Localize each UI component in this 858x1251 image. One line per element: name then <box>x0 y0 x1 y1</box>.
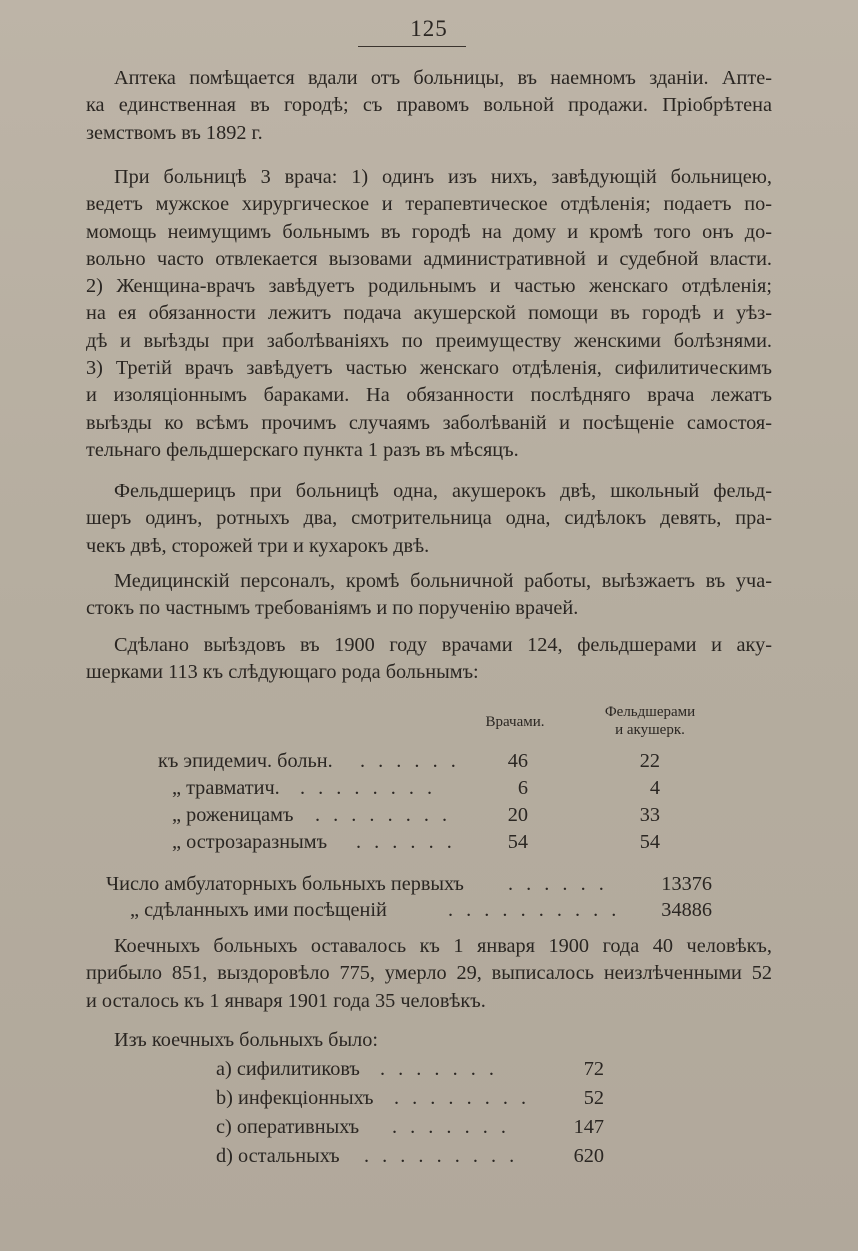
text-line: земствомъ въ 1892 г. <box>86 121 263 144</box>
text-line: Фельдшерицъ при больницѣ одна, акушерокъ двѣ, школьный фельд- <box>114 480 772 502</box>
doctors-value: 54 <box>507 831 528 853</box>
text-line: Аптека помѣщается вдали отъ больницы, въ наемномъ зданіи. Апте- <box>114 67 772 89</box>
leader-dots: . . . . . . . . <box>315 804 452 826</box>
text-line: и изоляціоннымъ бараками. На обязанности послѣдняго врача лежатъ <box>86 384 772 407</box>
item-value: 147 <box>573 1116 604 1138</box>
text-line: ка единственная въ городѣ; съ правомъ вольной продажи. Пріобрѣтена <box>86 94 772 117</box>
column-header-line: Фельдшерами <box>604 704 696 720</box>
feldshers-value: 54 <box>639 831 660 853</box>
text-line: на ея обязанности лежитъ подача акушерской помощи въ городѣ и уѣз- <box>86 302 772 325</box>
text-line: выѣзды ко всѣмъ прочимъ случаямъ заболѣваній и посѣщеніе самостоя- <box>86 411 772 434</box>
row-label: „ сдѣланныхъ ими посѣщеній <box>130 899 387 921</box>
leader-dots: . . . . . . . . . . <box>448 899 621 921</box>
paragraph-bed-patients <box>86 933 772 1015</box>
text-line: При больницѣ 3 врача: 1) одинъ изъ нихъ, завѣдующій больницею, <box>114 166 772 188</box>
leader-dots: . . . . . . <box>360 750 460 772</box>
leader-dots: . . . . . . . <box>380 1058 498 1080</box>
leader-dots: . . . . . . . <box>392 1116 510 1138</box>
doctors-value: 20 <box>507 804 528 826</box>
text-line: стокъ по частнымъ требованіямъ и по порученію врачей. <box>86 597 579 620</box>
item-label: b) инфекціонныхъ <box>216 1087 374 1109</box>
item-value: 620 <box>573 1145 604 1167</box>
row-label: „ острозаразнымъ <box>172 831 328 853</box>
item-label: c) оперативныхъ <box>216 1116 360 1138</box>
leader-dots: . . . . . . . . <box>394 1087 531 1109</box>
column-header-feldshers <box>580 703 720 739</box>
text-line: вольно часто отвлекается вызовами административной и судебной власти. <box>86 247 772 270</box>
text-line: 2) Женщина-врачъ завѣдуетъ родильнымъ и частью женскаго отдѣленія; <box>86 275 772 298</box>
leader-dots: . . . . . . <box>356 831 456 853</box>
page-number: 125 <box>410 16 448 41</box>
paragraph-pharmacy <box>86 65 772 147</box>
feldshers-value: 4 <box>649 777 660 799</box>
paragraph-personnel <box>86 568 772 623</box>
item-label: a) сифилитиковъ <box>216 1058 360 1080</box>
leader-dots: . . . . . . <box>508 873 608 895</box>
doctors-value: 6 <box>517 777 528 799</box>
row-label: къ эпидемич. больн. <box>158 750 333 772</box>
item-label: d) остальныхъ <box>216 1145 340 1167</box>
text-line: и осталось къ 1 января 1901 года 35 человѣкъ. <box>86 989 486 1012</box>
feldshers-value: 22 <box>639 750 660 772</box>
text-line: дѣ и выѣзды при заболѣваніяхъ по преимуществу женскими болѣзнями. <box>86 329 772 352</box>
intro-text: Изъ коечныхъ больныхъ было: <box>114 1029 378 1051</box>
column-header-line: и акушерк. <box>615 722 685 738</box>
text-line: тельнаго фельдшерскаго пункта 1 разъ въ мѣсяцъ. <box>86 438 519 461</box>
paragraph-visits <box>86 632 772 687</box>
paragraph-staff <box>86 478 772 560</box>
text-line: Медицинскій персоналъ, кромѣ больничной работы, выѣзжаетъ въ уча- <box>114 570 772 592</box>
text-line: ведетъ мужское хирургическое и терапевтическое отдѣленія; подаетъ по- <box>86 193 772 216</box>
text-line: момощь неимущимъ больнымъ въ городѣ на дому и кромѣ того онъ до- <box>86 220 772 243</box>
text-line: шерками 113 къ слѣдующаго рода больнымъ: <box>86 661 479 684</box>
feldshers-value: 33 <box>639 804 660 826</box>
text-line: Сдѣлано выѣздовъ въ 1900 году врачами 124, фельдшерами и аку- <box>114 634 772 656</box>
text-line: прибыло 851, выздоровѣло 775, умерло 29, выписалось неизлѣченными 52 <box>86 962 772 985</box>
header-rule <box>358 46 466 47</box>
item-value: 52 <box>583 1087 604 1109</box>
text-line: шеръ одинъ, ротныхъ два, смотрительница одна, сидѣлокъ девять, пра- <box>86 507 772 530</box>
row-label: Число амбулаторныхъ больныхъ первыхъ <box>106 873 464 895</box>
row-label: „ роженицамъ <box>172 804 294 826</box>
ambulatory-value: 13376 <box>661 873 712 895</box>
paragraph-doctors <box>86 164 772 464</box>
leader-dots: . . . . . . . . <box>300 777 437 799</box>
doctors-value: 46 <box>507 750 528 772</box>
text-line: чекъ двѣ, сторожей три и кухарокъ двѣ. <box>86 534 430 557</box>
column-header-doctors: Врачами. <box>485 714 545 730</box>
text-line: Коечныхъ больныхъ оставалось къ 1 января 1900 года 40 человѣкъ, <box>114 935 772 957</box>
leader-dots: . . . . . . . . . <box>364 1145 519 1167</box>
text-line: 3) Третій врачъ завѣдуетъ частью женскаго отдѣленія, сифилитическимъ <box>86 357 772 380</box>
row-label: „ травматич. <box>172 777 280 799</box>
item-value: 72 <box>583 1058 604 1080</box>
ambulatory-value: 34886 <box>661 899 712 921</box>
